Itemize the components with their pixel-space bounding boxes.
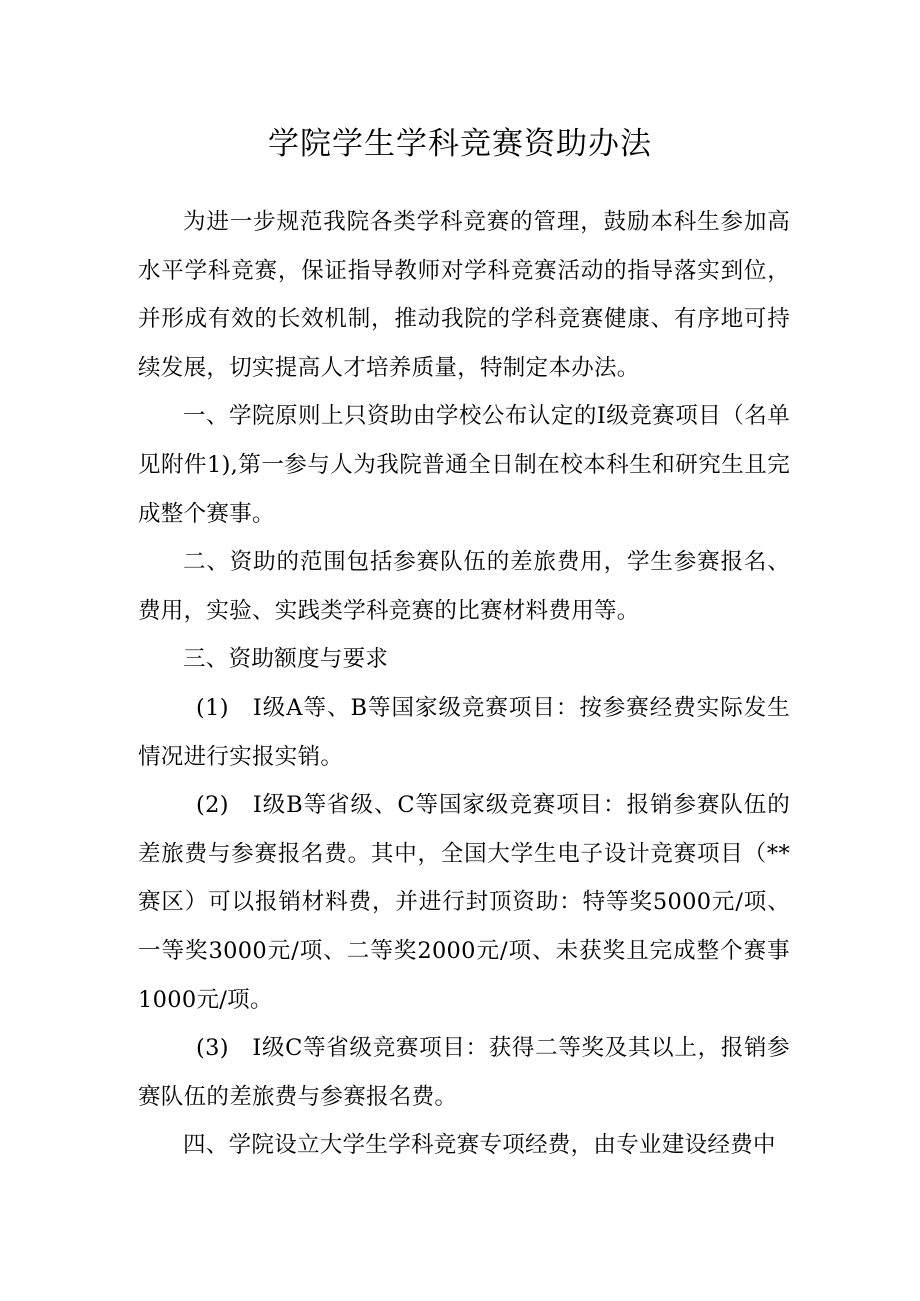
paragraph-intro: 为进一步规范我院各类学科竞赛的管理，鼓励本科生参加高水平学科竞赛，保证指导教师对学科竞赛活动的指导落实到位，并形成有效的长效机制，推动我院的学科竞赛健康、有序地可持续发展，切实提高人才培养质量，特制定本办法。 — [138, 209, 790, 381]
document-body — [138, 198, 790, 1170]
paragraph-item-1: (1) I级A等、B等国家级竞赛项目：按参赛经费实际发生情况进行实报实销。 — [138, 694, 790, 770]
paragraph-article-4: 四、学院设立大学生学科竞赛专项经费，由专业建设经费中 — [183, 1132, 776, 1159]
paragraph-item-3: (3) I级C等省级竞赛项目：获得二等奖及其以上，报销参赛队伍的差旅费与参赛报名费。 — [138, 1035, 790, 1110]
paragraph-article-3-heading: 三、资助额度与要求 — [183, 646, 389, 673]
paragraph-article-1: 一、学院原则上只资助由学校公布认定的I级竞赛项目（名单见附件1),第一参与人为我院普通全日制在校本科生和研究生且完成整个赛事。 — [138, 403, 790, 527]
paragraph-item-2: (2) I级B等省级、C等国家级竞赛项目：报销参赛队伍的差旅费与参赛报名费。其中，全国大学生电子设计竞赛项目（**赛区）可以报销材料费，并进行封顶资助：特等奖5000元/项、一等奖3000元/项、二等奖2000元/项、未获奖且完成整个赛事1000元/项。 — [138, 792, 790, 1013]
paragraph-article-2: 二、资助的范围包括参赛队伍的差旅费用，学生参赛报名、费用，实验、实践类学科竞赛的比赛材料费用等。 — [138, 549, 790, 624]
document-title: 学院学生学科竞赛资助办法 — [268, 126, 652, 162]
